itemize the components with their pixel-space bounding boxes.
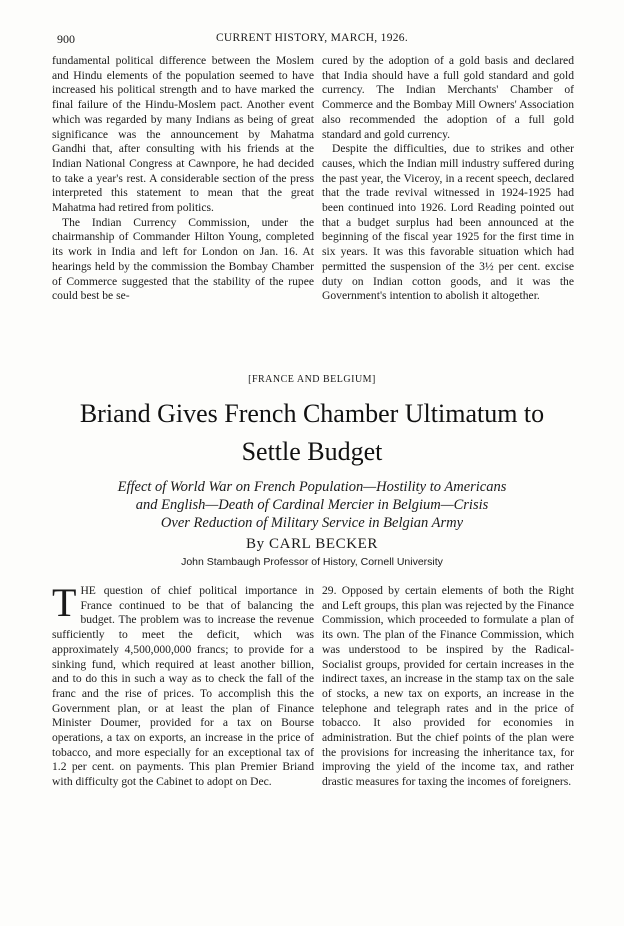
article-subhead: Effect of World War on French Population—Hostility to Americans bbox=[117, 479, 507, 495]
body-paragraph bbox=[52, 580, 314, 790]
author-title: John Stambaugh Professor of History, Cornell University bbox=[181, 556, 443, 568]
article-headline: Briand Gives French Chamber Ultimatum to bbox=[79, 399, 545, 428]
article-subhead: Over Reduction of Military Service in Belgian Army bbox=[160, 515, 464, 531]
paragraph-text: HE question of chief political importance in France continued to be that of balancing the budget. The problem was to increase the revenue sufficiently to meet the deficit, which was approximately 4,500,000,000 francs; to provide for a sinking fund, which required at least another billion, and to do this in such a way as to check the fall of the franc and the rise of prices. To accomplish this the Government plan, or at least the plan of Finance Minister Doumer, provided for a tax on Bourse operations, a tax on exports, an increase in the price of tobacco, and more especially for an exceptional tax of 1.2 per cent. on payments. This plan Premier Briand with difficulty got the Cabinet to adopt on Dec. bbox=[52, 584, 314, 789]
body-paragraph: Despite the difficulties, due to strikes and other causes, which the Indian mill industry suffered during the past year, the Viceroy, in a recent speech, declared that the trade revival witnessed in 1924-1925 had been continued into 1926. Lord Reading pointed out that a budget surplus had been announced at the beginning of the fiscal year 1925 for the first time in six years. It was this favorable situation which had permitted the suspension of the 3½ per cent. excise duty on Indian cotton goods, and it was the Government's intention to abolish it altogether. bbox=[322, 142, 574, 303]
bottom-right-column bbox=[322, 584, 574, 790]
section-tag: [FRANCE AND BELGIUM] bbox=[248, 374, 376, 385]
body-paragraph: The Indian Currency Commission, under the chairmanship of Commander Hilton Young, completed its work in India and left for London on Jan. 16. At hearings held by the commission the Bombay Chamber of Commerce suggested that the stability of the rupee could best be se- bbox=[52, 215, 314, 303]
article-subhead: and English—Death of Cardinal Mercier in Belgium—Crisis bbox=[135, 497, 489, 513]
body-paragraph: fundamental political difference between the Moslem and Hindu elements of the population seemed to have increased his political strength and to have marked the final failure of the Hindu-Moslem pact. Another event which was regarded by many Indians as being of great significance was the announcement by Mahatma Gandhi that, after consulting with his friends at the Indian National Congress at Cawnpore, he had decided to take a year's rest. A considerable section of the press interpreted this statement to mean that the great Mahatma had retired from politics. bbox=[52, 54, 314, 215]
top-left-column bbox=[52, 54, 314, 304]
article-headline: Settle Budget bbox=[241, 437, 383, 466]
body-paragraph: cured by the adoption of a gold basis and declared that India should have a full gold standard and gold currency. The Indian Merchants' Chamber of Commerce and the Bombay Mill Owners' Association also recommended the adoption of a full gold standard and gold currency. bbox=[322, 54, 574, 141]
bottom-left-column bbox=[52, 580, 314, 790]
running-head: CURRENT HISTORY, MARCH, 1926. bbox=[215, 32, 409, 44]
top-right-column bbox=[322, 54, 574, 304]
page-number: 900 bbox=[57, 32, 75, 46]
body-paragraph: 29. Opposed by certain elements of both the Right and Left groups, this plan was rejected by the Finance Commission, which proceeded to formulate a plan of its own. The plan of the Finance Commission, which was understood to be inspired by the Radical-Socialist groups, provided for certain increases in the indirect taxes, an increase in the stamp tax on the sale of stocks, a new tax on exports, an increase in the telephone and telegraph rates and in the price of tobacco. It also provided for economies in administration. But the chief points of the plan were the provisions for increasing the inheritance tax, for improving the yield of the income tax, and rather drastic measures for taxing the incomes of foreigners. bbox=[322, 584, 574, 789]
byline: By CARL BECKER bbox=[245, 536, 379, 552]
drop-cap: T bbox=[52, 580, 77, 625]
